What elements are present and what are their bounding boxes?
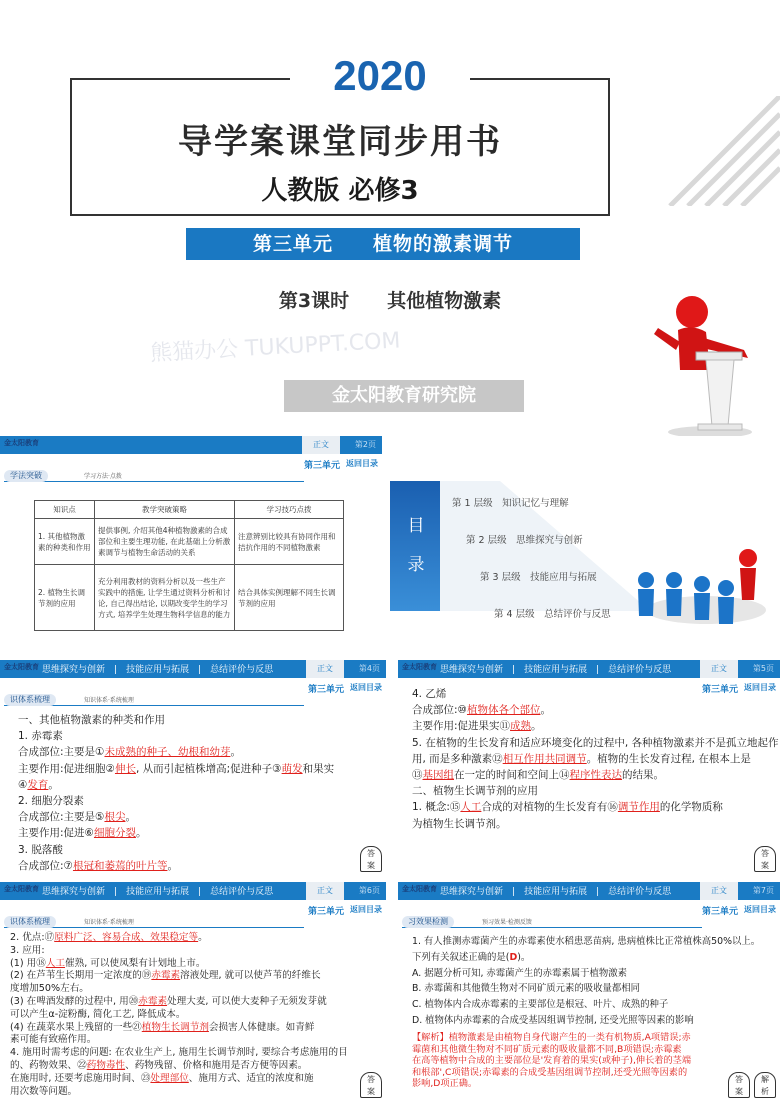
text-run: 溶液处理, 就可以使芦苇的纤维长 <box>180 970 321 982</box>
table-header: 学习技巧点拨 <box>235 501 344 519</box>
text-line <box>412 799 762 815</box>
text-run: 。 <box>540 704 551 717</box>
text-run: 、药物残留、价格和施用是否方便等因素。 <box>125 1059 308 1071</box>
answer-letter: D <box>509 951 518 963</box>
text-line <box>10 1086 360 1099</box>
meeting-figures-illustration <box>626 540 776 636</box>
table-cell: 2. 植物生长调节剂的应用 <box>35 565 95 631</box>
text-run: 3. 应用: <box>10 944 45 956</box>
unit-label: 第三单元 <box>307 685 344 695</box>
back-to-contents-link[interactable]: 返回目录 <box>346 459 378 468</box>
institute-banner: 金太阳教育研究院 <box>284 380 524 412</box>
filled-blank: 基因组 <box>422 769 454 782</box>
text-run: , 从而引起植株增高;促进种子③ <box>135 762 282 775</box>
text-run: 度增加50%左右。 <box>10 983 89 995</box>
main-text-tab[interactable]: 正文 <box>306 660 344 678</box>
section-hint: 学习方法·点拨 <box>84 473 122 480</box>
text-line <box>10 996 360 1009</box>
filled-blank: 根冠和萎蔫的叶片等 <box>72 859 168 872</box>
nav-summary[interactable]: 总结评价与反思 <box>210 665 274 675</box>
nav-items: 思维探究与创新 | 技能应用与拓展 | 总结评价与反思 <box>440 665 672 675</box>
filled-blank: 伸长 <box>114 762 136 775</box>
text-run: 的、药物效果、㉒ <box>10 1059 87 1071</box>
nav-thinking[interactable]: 思维探究与创新 <box>440 887 504 897</box>
answer-char: 答 <box>367 849 375 858</box>
answer-char: 答 <box>735 1075 743 1084</box>
filled-blank: 植物体各个部位 <box>466 704 541 717</box>
page-number: 第7页 <box>752 886 774 895</box>
text-line <box>18 712 358 728</box>
book-title: 导学案课堂同步用书 <box>178 122 502 162</box>
speaker-figure-illustration <box>640 290 780 440</box>
text-run: 。 <box>135 827 147 840</box>
nav-items: 思维探究与创新 | 技能应用与拓展 | 总结评价与反思 <box>440 887 672 897</box>
table-cell: 注意辨别比较具有协同作用和拮抗作用的不同植物激素 <box>235 519 344 565</box>
answer-button[interactable] <box>728 1072 750 1098</box>
text-line <box>10 983 360 996</box>
analysis-line: 【解析】植物激素是由植物自身代谢产生的一类有机物质,A项错误;赤 <box>412 1032 691 1043</box>
analysis-char: 析 <box>761 1087 769 1096</box>
filled-blank: 赤霉素 <box>138 995 168 1007</box>
text-run: 合成部位:主要是⑤ <box>18 811 105 824</box>
page-number: 第4页 <box>358 664 380 673</box>
answer-button[interactable] <box>360 1072 382 1098</box>
text-run: 。植物的生长发育过程, 在根本上是 <box>586 752 751 765</box>
section-hint: 知识体系·系统梳理 <box>84 697 134 704</box>
text-run: 。 <box>48 778 59 791</box>
contents-level-2[interactable]: 第 2 层级 思维探究与创新 <box>466 535 583 546</box>
text-run: 合成部位:主要是① <box>18 746 105 759</box>
analysis-block <box>412 1032 724 1090</box>
question-block <box>412 934 761 1029</box>
answer-char: 案 <box>367 1087 375 1096</box>
answer-char: 案 <box>367 861 375 870</box>
filled-blank: 细胞分裂 <box>93 827 136 840</box>
nav-summary[interactable]: 总结评价与反思 <box>608 665 672 675</box>
contents-level-4[interactable]: 第 4 层级 总结评价与反思 <box>494 609 611 620</box>
table-header: 教学突破策略 <box>95 501 235 519</box>
section-header <box>4 694 304 706</box>
text-line <box>10 932 360 945</box>
text-run: 一、其他植物激素的种类和作用 <box>18 714 165 726</box>
text-line <box>10 1022 360 1035</box>
nav-summary[interactable]: 总结评价与反思 <box>608 887 672 897</box>
page6-text <box>10 932 360 1098</box>
table-cell: 充分利用教材的资料分析以及一些生产实践中的措施, 让学生通过资料分析和讨论, 自己得出结论, 以期改变学生的学习方式, 培养学生处理生物科学信息的能力 <box>95 565 235 631</box>
text-line <box>10 1047 360 1060</box>
text-line <box>18 842 358 858</box>
analysis-char: 解 <box>761 1075 769 1084</box>
main-text-tab[interactable]: 正文 <box>306 882 344 900</box>
text-run: 处理大麦, 可以使大麦种子无须发芽就 <box>167 995 327 1007</box>
nav-thinking[interactable]: 思维探究与创新 <box>42 887 106 897</box>
publisher-logo: 金太阳教育 <box>4 663 39 671</box>
filled-blank: 人工 <box>45 957 66 969</box>
lesson-title: 第3课时 其他植物激素 <box>278 290 502 312</box>
filled-blank: 赤霉素 <box>151 970 181 982</box>
publisher-logo: 金太阳教育 <box>4 439 39 447</box>
text-run: 合成的对植物的生长发育有⑯ <box>481 801 618 814</box>
text-line <box>18 744 358 760</box>
text-run: ⑬ <box>412 769 423 782</box>
filled-blank: 药物毒性 <box>86 1059 126 1071</box>
nav-skills[interactable]: 技能应用与拓展 <box>126 665 190 675</box>
slide-page-2 <box>0 436 382 636</box>
slide-page-6 <box>0 882 386 1102</box>
text-line <box>412 702 762 718</box>
filled-blank: 原料广泛、容易合成、效果稳定等 <box>54 932 199 943</box>
text-run: 主要作用:促进细胞② <box>18 762 115 775</box>
unit-label: 第三单元 <box>303 461 340 471</box>
text-run: 催熟, 可以使凤梨有计划地上市。 <box>65 957 206 969</box>
text-run: 主要作用:促进果实⑪ <box>412 720 511 733</box>
filled-blank: 发育 <box>27 778 49 791</box>
slide-header <box>0 882 386 900</box>
text-line <box>10 958 360 971</box>
section-hint: 知识体系·系统梳理 <box>84 919 134 926</box>
main-text-tab[interactable]: 正文 <box>700 660 738 678</box>
publisher-logo: 金太阳教育 <box>402 885 437 893</box>
text-run: 2. 细胞分裂素 <box>18 795 84 808</box>
contents-level-1[interactable]: 第 1 层级 知识记忆与理解 <box>452 498 569 509</box>
option-a[interactable]: A. 据题分析可知, 赤霉菌产生的赤霉素属于植物激素 <box>412 967 628 979</box>
publisher-logo: 金太阳教育 <box>402 663 437 671</box>
filled-blank: 萌发 <box>281 762 303 775</box>
text-run: 、施用方式、适宜的浓度和施 <box>188 1072 314 1084</box>
filled-blank: 相互作用共同调节 <box>502 752 587 765</box>
slide-page-7 <box>398 882 780 1102</box>
text-line <box>18 858 358 872</box>
text-run: 1. 赤霉素 <box>18 730 63 743</box>
text-run: 4. 乙烯 <box>412 688 447 700</box>
question-line: 1. 有人推测赤霉菌产生的赤霉素使水稻患恶苗病, 患病植株比正常植株高50%以上。 <box>412 936 761 947</box>
text-run: 合成部位:⑦ <box>18 859 73 872</box>
back-to-contents-link[interactable]: 返回目录 <box>744 683 776 692</box>
text-run: 4. 施用时需考虑的问题: 在农业生产上, 施用生长调节剂时, 要综合考虑施用的目 <box>10 1047 348 1059</box>
text-run: (1) 用⑱ <box>10 957 46 969</box>
text-line <box>412 783 762 799</box>
text-run: 素可能有致癌作用。 <box>10 1034 97 1046</box>
nav-skills[interactable]: 技能应用与拓展 <box>524 665 588 675</box>
nav-items: 思维探究与创新 | 技能应用与拓展 | 总结评价与反思 <box>42 665 274 675</box>
page-number: 第5页 <box>752 664 774 673</box>
text-line <box>10 1060 360 1073</box>
text-run: (3) 在啤酒发酵的过程中, 用⑳ <box>10 995 139 1007</box>
nav-summary[interactable]: 总结评价与反思 <box>210 887 274 897</box>
page-number: 第6页 <box>358 886 380 895</box>
answer-char: 案 <box>761 861 769 870</box>
slide-header <box>0 660 386 678</box>
contents-title-char: 录 <box>407 555 425 575</box>
unit-banner: 第三单元 植物的激素调节 <box>186 228 580 260</box>
question-line: 下列有关叙述正确的是(D)。 <box>412 951 531 963</box>
text-run: 3. 脱落酸 <box>18 843 63 856</box>
filled-blank: 调节作用 <box>617 801 660 814</box>
section-header <box>402 916 702 928</box>
slide-page-5 <box>398 660 780 872</box>
text-line <box>18 777 358 793</box>
slide-header <box>0 436 382 454</box>
diagonal-stripes-decoration <box>630 96 780 206</box>
nav-items: 思维探究与创新 | 技能应用与拓展 | 总结评价与反思 <box>42 887 274 897</box>
section-hint: 预习效果·检测反馈 <box>482 919 532 926</box>
nav-thinking[interactable]: 思维探究与创新 <box>440 665 504 675</box>
section-header <box>4 916 304 928</box>
table-cell: 结合具体实例理解不同生长调节剂的应用 <box>235 565 344 631</box>
main-text-tab[interactable]: 正文 <box>302 436 340 454</box>
text-run: 在一定的时间和空间上⑭ <box>454 769 570 782</box>
text-run: 在施用时, 还要考虑施用时间、㉓ <box>10 1072 151 1084</box>
text-run: 和果实 <box>302 762 335 775</box>
text-run: 主要作用:促进⑥ <box>18 827 94 840</box>
option-d[interactable]: D. 植物体内赤霉素的合成受基因组调节控制, 还受光照等因素的影响 <box>412 1014 694 1026</box>
text-line <box>412 816 762 832</box>
slide-header <box>398 660 780 678</box>
text-run: 5. 在植物的生长发育和适应环境变化的过程中, 各种植物激素并不是孤立地起作 <box>412 736 779 749</box>
edition-label: 人教版 必修3 <box>261 176 419 206</box>
text-line <box>10 970 360 983</box>
publisher-logo: 金太阳教育 <box>4 885 39 893</box>
nav-skills[interactable]: 技能应用与拓展 <box>524 887 588 897</box>
text-line <box>412 686 762 702</box>
analysis-line: 霉菌和其他微生物对不同矿质元素的吸收量都不同,B项错误;赤霉素 <box>412 1043 682 1055</box>
nav-skills[interactable]: 技能应用与拓展 <box>126 887 190 897</box>
text-run: 二、植物生长调节剂的应用 <box>412 785 538 798</box>
filled-blank: 人工 <box>460 801 482 814</box>
question-stem: 下列有关叙述正确的是 <box>412 951 506 963</box>
analysis-line: 和根部',C项错误;赤霉素的合成受基因组调节控制,还受光照等因素的 <box>412 1066 688 1078</box>
text-line <box>18 809 358 825</box>
cover-slide <box>0 0 780 430</box>
text-run: 2. 优点:⑰ <box>10 932 55 943</box>
section-tag: 识体系梳理 <box>4 916 56 928</box>
slide-page-4 <box>0 660 386 872</box>
text-run: (4) 在蔬菜水果上残留的一些㉑ <box>10 1021 142 1033</box>
text-run: 可以产生α-淀粉酶, 简化工艺, 降低成本。 <box>10 1008 186 1020</box>
text-run: 的结果。 <box>622 769 664 782</box>
section-header <box>4 470 304 482</box>
filled-blank: 程序性表达 <box>569 769 622 782</box>
nav-thinking[interactable]: 思维探究与创新 <box>42 665 106 675</box>
text-line <box>10 1009 360 1022</box>
text-line <box>10 1073 360 1086</box>
main-text-tab[interactable]: 正文 <box>700 882 738 900</box>
back-to-contents-link[interactable]: 返回目录 <box>744 905 776 914</box>
table-cell: 提供事例, 介绍其他4种植物激素的合成部位和主要生理功能, 在此基础上分析激素调节与植物生命活动的关系 <box>95 519 235 565</box>
unit-label: 第三单元 <box>701 685 738 695</box>
text-line <box>10 1034 360 1047</box>
text-run: ④ <box>18 778 28 791</box>
text-run: 为植物生长调节剂。 <box>412 817 507 830</box>
section-tag: 习效果检测 <box>402 916 454 928</box>
text-line <box>412 718 762 734</box>
text-line <box>10 945 360 958</box>
filled-blank: 成熟 <box>510 720 532 733</box>
year-label: 2020 <box>290 52 470 100</box>
text-line <box>18 793 358 809</box>
text-run: 。 <box>531 720 542 733</box>
contents-level-3[interactable]: 第 3 层级 技能应用与拓展 <box>480 572 597 583</box>
filled-blank: 处理部位 <box>150 1072 189 1084</box>
filled-blank: 植物生长调节剂 <box>141 1021 209 1033</box>
table-cell: 1. 其他植物激素的种类和作用 <box>35 519 95 565</box>
option-c[interactable]: C. 植物体内合成赤霉素的主要部位是根冠、叶片、成熟的种子 <box>412 999 669 1011</box>
text-run: 合成部位:⑩ <box>412 704 467 717</box>
analysis-line: 影响,D项正确。 <box>412 1078 478 1090</box>
knowledge-table <box>34 500 344 631</box>
text-line <box>412 751 762 767</box>
section-tag: 学法突破 <box>4 470 48 482</box>
text-run: 。 <box>198 932 208 943</box>
answer-button[interactable] <box>360 846 382 872</box>
text-run: 会损害人体健康。如青鲜 <box>208 1021 315 1033</box>
filled-blank: 未成熟的种子、幼根和幼芽 <box>104 746 231 759</box>
text-run: 用次数等问题。 <box>10 1085 78 1097</box>
text-run: 。 <box>125 811 136 824</box>
text-run: 用, 而是多种激素⑫ <box>412 752 503 765</box>
analysis-button[interactable] <box>754 1072 776 1098</box>
text-run: (2) 在芦苇生长期用一定浓度的⑲ <box>10 970 152 982</box>
unit-label: 第三单元 <box>307 907 344 917</box>
text-run: 。 <box>230 746 241 759</box>
page4-text <box>18 712 358 872</box>
text-line <box>18 761 358 777</box>
answer-char: 答 <box>367 1075 375 1084</box>
text-line <box>18 825 358 841</box>
slide-header <box>398 882 780 900</box>
back-to-contents-link[interactable]: 返回目录 <box>350 683 382 692</box>
contents-title-block <box>390 481 442 611</box>
table-header: 知识点 <box>35 501 95 519</box>
page-number: 第2页 <box>354 440 376 449</box>
text-line <box>18 728 358 744</box>
text-line <box>412 767 762 783</box>
text-run: 。 <box>167 859 178 872</box>
answer-char: 答 <box>761 849 769 858</box>
back-to-contents-link[interactable]: 返回目录 <box>350 905 382 914</box>
text-run: 1. 概念:⑮ <box>412 801 461 814</box>
answer-button[interactable] <box>754 846 776 872</box>
contents-title-char: 目 <box>407 516 425 536</box>
text-line <box>412 735 779 751</box>
section-tag: 识体系梳理 <box>4 694 56 706</box>
watermark: 熊猫办公 TUKUPPT.COM <box>149 328 402 367</box>
text-run: 的化学物质称 <box>659 801 723 814</box>
answer-char: 案 <box>735 1087 743 1096</box>
analysis-line: 在高等植物中合成的主要部位是'发育着的果实(或种子),伸长着的茎端 <box>412 1055 692 1067</box>
unit-label: 第三单元 <box>701 907 738 917</box>
option-b[interactable]: B. 赤霉菌和其他微生物对不同矿质元素的吸收量都相同 <box>412 983 641 995</box>
filled-blank: 根尖 <box>104 811 126 824</box>
